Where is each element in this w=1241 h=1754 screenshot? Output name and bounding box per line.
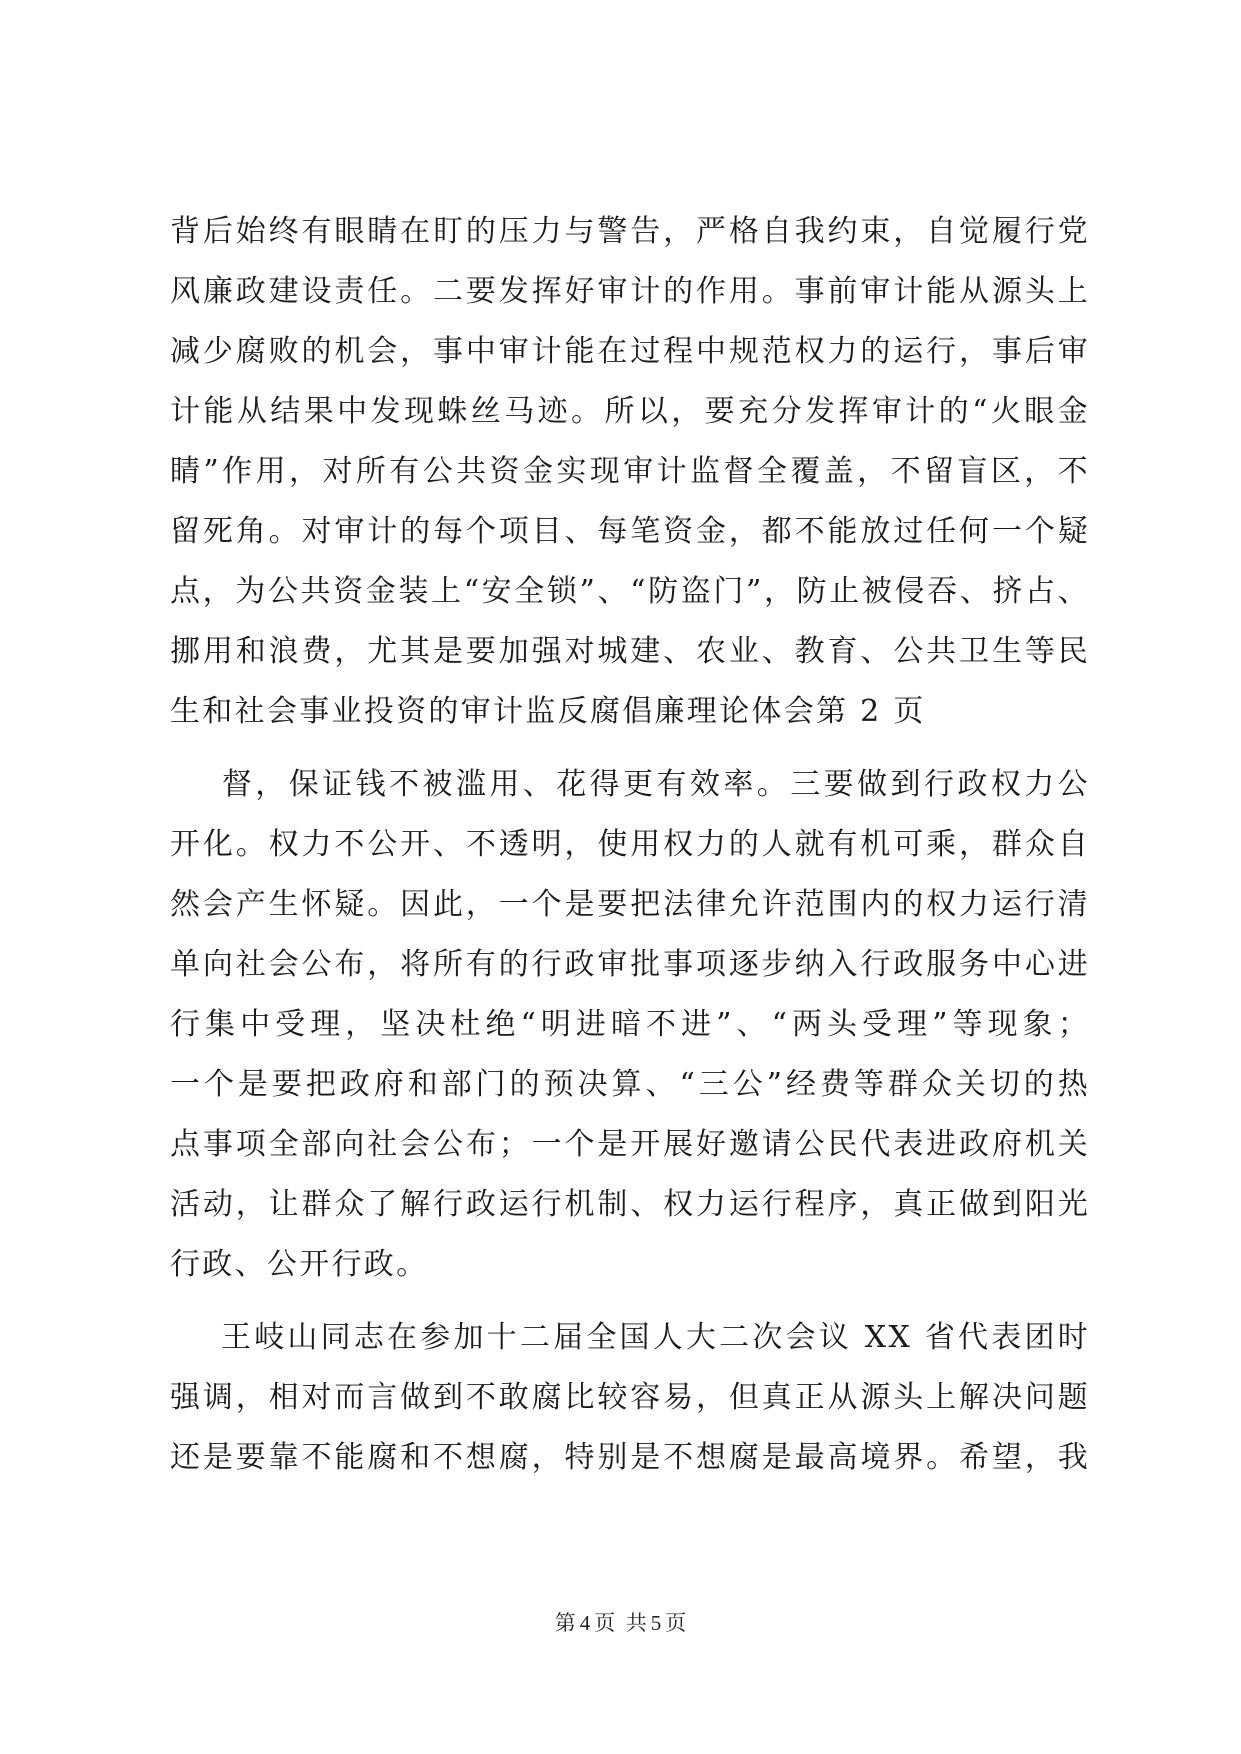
paragraph-spacer	[170, 1295, 1090, 1308]
text-line: 然会产生怀疑。因此，一个是要把法律允许范围内的权力运行清	[170, 887, 1090, 922]
text-line: 单向社会公布，将所有的行政审批事项逐步纳入行政服务中心进	[170, 947, 1090, 982]
paragraph	[170, 1308, 1090, 1488]
text-line: 活动，让群众了解行政运行机制、权力运行程序，真正做到阳光	[170, 1187, 1090, 1222]
text-line: 开化。权力不公开、不透明，使用权力的人就有机可乘，群众自	[170, 827, 1090, 862]
page-label-suffix: 页	[665, 1611, 687, 1635]
page-total: 5	[650, 1611, 662, 1635]
text-line: 督，保证钱不被滥用、花得更有效率。三要做到行政权力公	[170, 767, 1090, 802]
text-line: 行集中受理，坚决杜绝“明进暗不进”、“两头受理”等现象；	[170, 1007, 1090, 1042]
page-footer	[0, 1607, 1241, 1637]
paragraph-spacer	[170, 742, 1090, 755]
text-line: 留死角。对审计的每个项目、每笔资金，都不能放过任何一个疑	[170, 514, 1090, 549]
text-line: 背后始终有眼睛在盯的压力与警告，严格自我约束，自觉履行党	[170, 214, 1090, 249]
text-line: 行政、公开行政。	[170, 1247, 429, 1282]
text-line: 风廉政建设责任。二要发挥好审计的作用。事前审计能从源头上	[170, 274, 1090, 309]
text-line: 点，为公共资金装上“安全锁”、“防盗门”，防止被侵吞、挤占、	[170, 574, 1090, 609]
page-label-mid: 页 共	[594, 1611, 647, 1635]
text-line: 还是要靠不能腐和不想腐，特别是不想腐是最高境界。希望，我	[170, 1440, 1090, 1475]
document-body	[170, 202, 1090, 1488]
text-line: 计能从结果中发现蛛丝马迹。所以，要充分发挥审计的“火眼金	[170, 394, 1090, 429]
text-line: 睛”作用，对所有公共资金实现审计监督全覆盖，不留盲区，不	[170, 454, 1090, 489]
paragraph	[170, 755, 1090, 1295]
paragraph	[170, 202, 1090, 742]
text-line: 强调，相对而言做到不敢腐比较容易，但真正从源头上解决问题	[170, 1380, 1090, 1415]
text-line: 生和社会事业投资的审计监反腐倡廉理论体会第 2 页	[170, 694, 926, 729]
page-current: 4	[579, 1611, 591, 1635]
text-line: 减少腐败的机会，事中审计能在过程中规范权力的运行，事后审	[170, 334, 1090, 369]
text-line: 点事项全部向社会公布；一个是开展好邀请公民代表进政府机关	[170, 1127, 1090, 1162]
text-line: 挪用和浪费，尤其是要加强对城建、农业、教育、公共卫生等民	[170, 634, 1090, 669]
text-line: 王岐山同志在参加十二届全国人大二次会议 XX 省代表团时	[170, 1320, 1090, 1355]
text-line: 一个是要把政府和部门的预决算、“三公”经费等群众关切的热	[170, 1067, 1090, 1102]
page-label-prefix: 第	[554, 1611, 576, 1635]
